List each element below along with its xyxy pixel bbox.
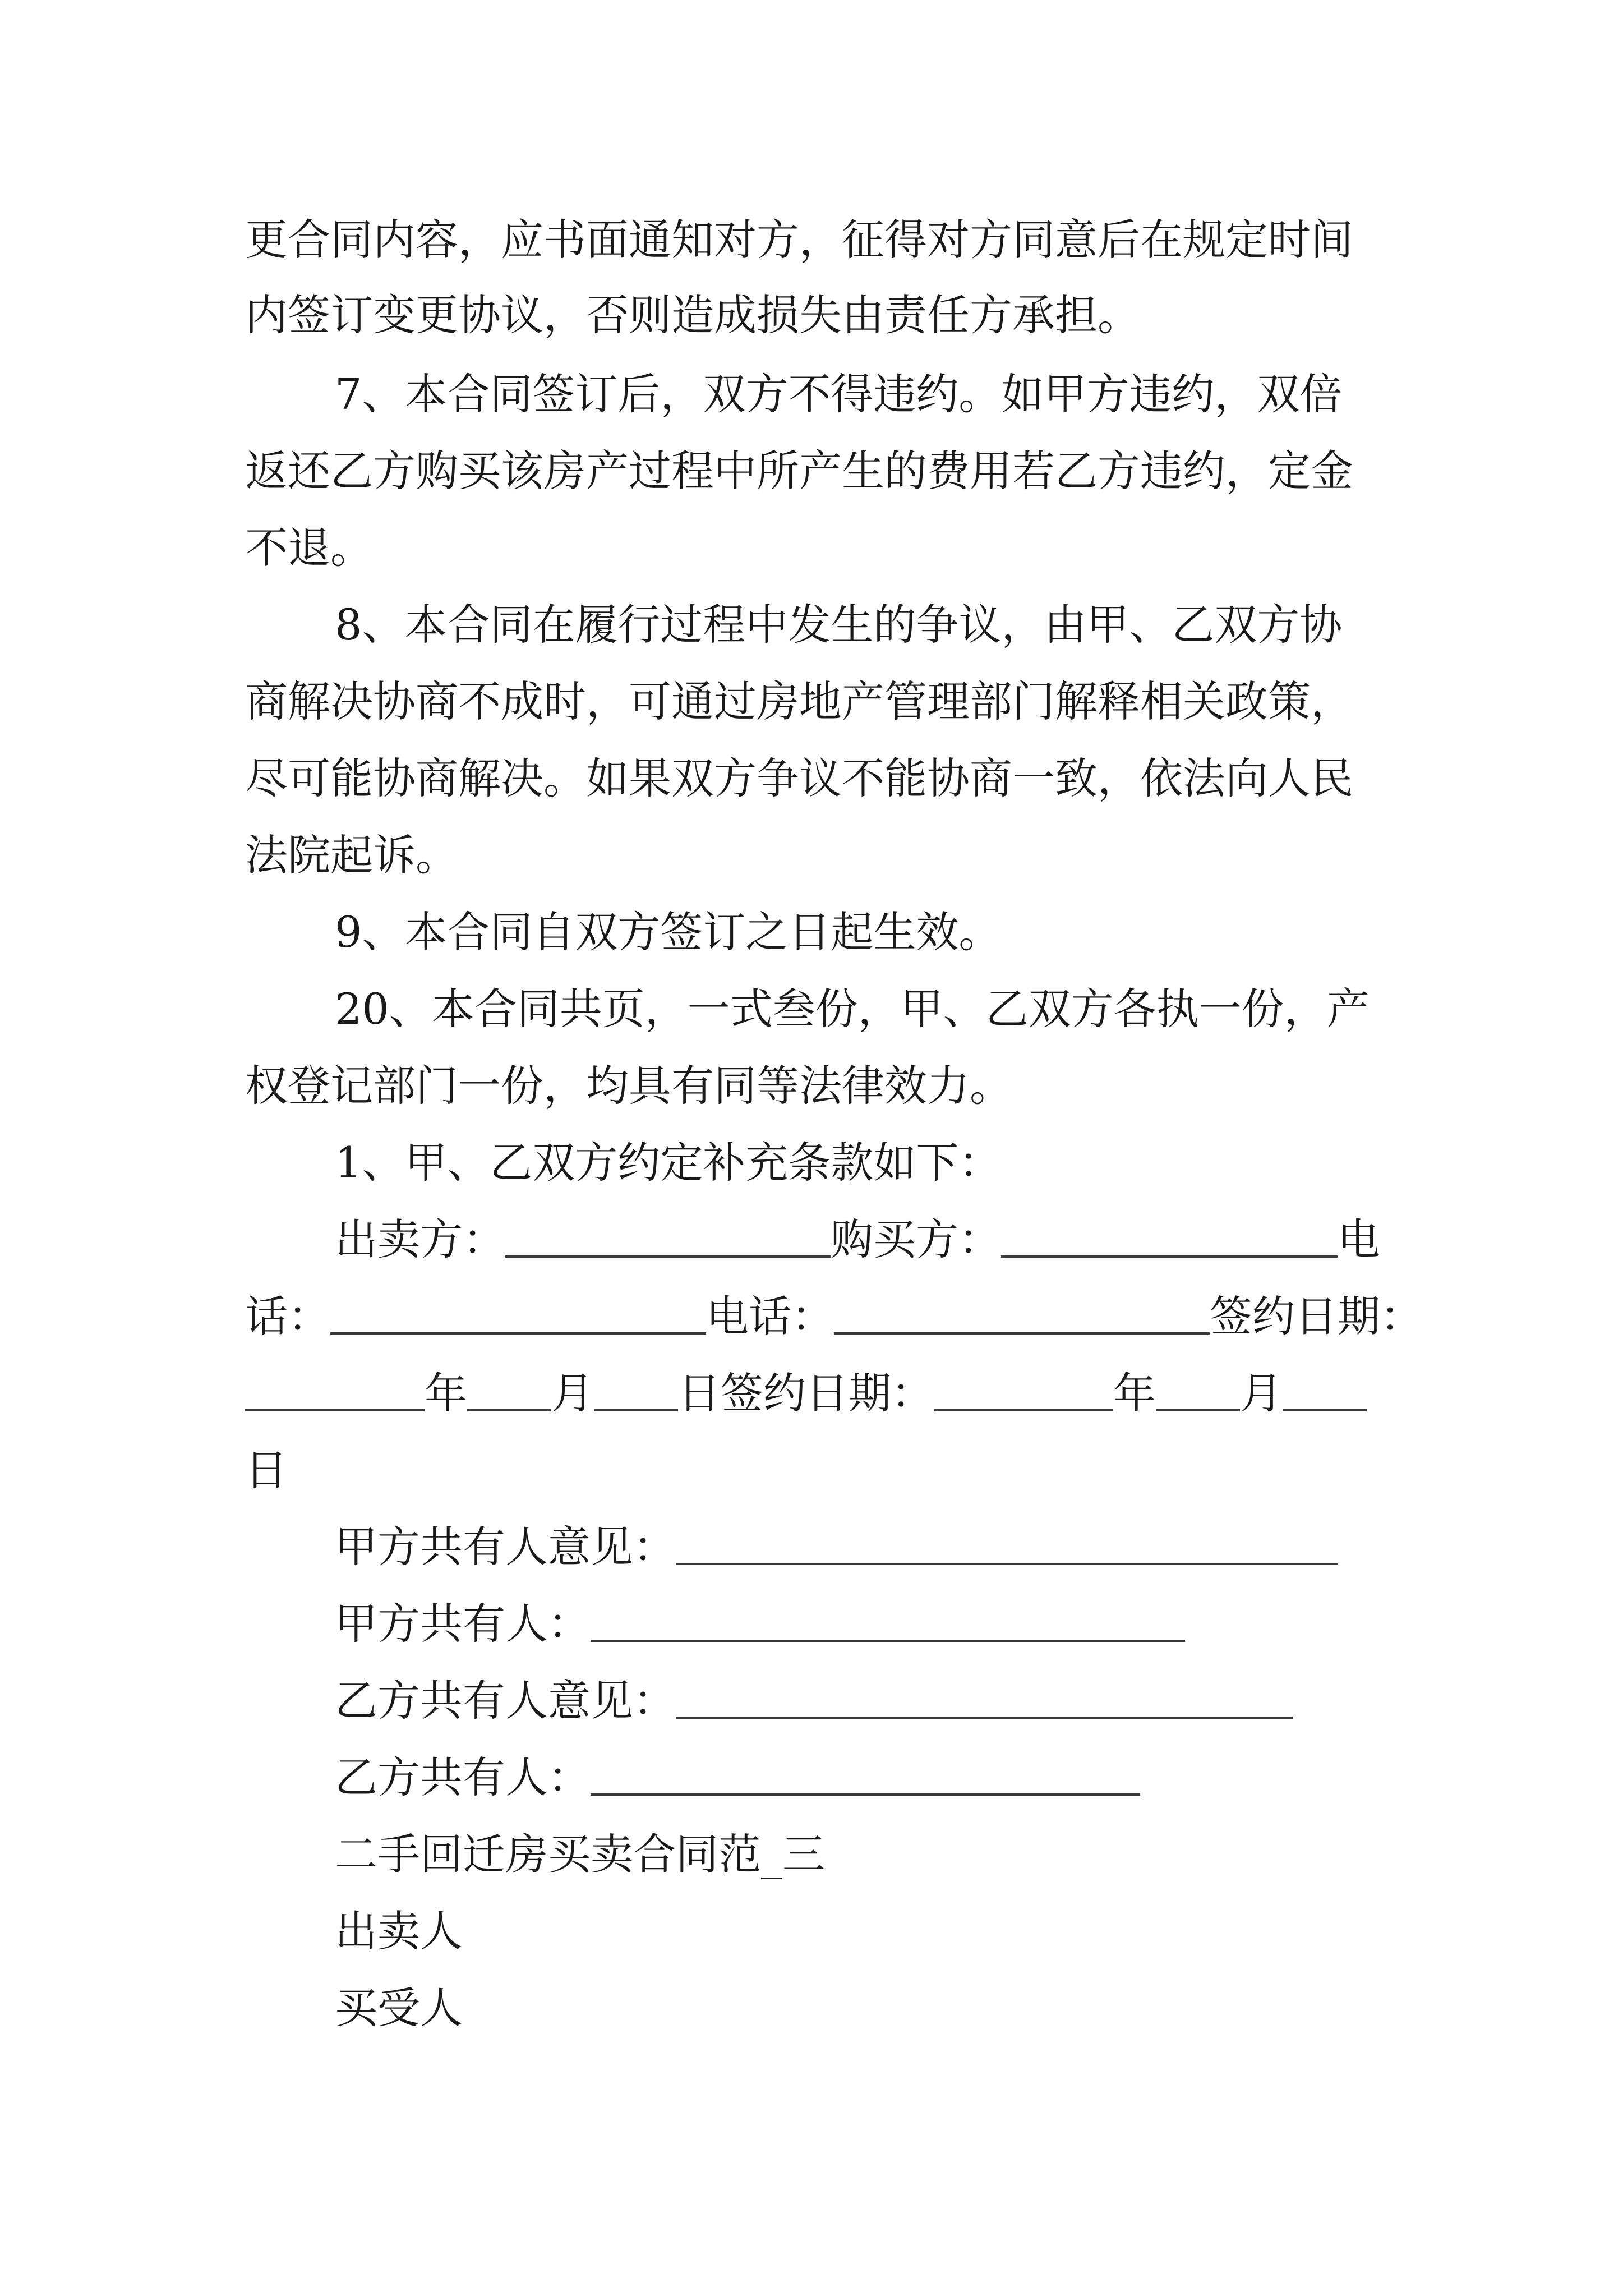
year-label-2: 年 bbox=[1113, 1368, 1156, 1418]
buyer-phone-label: 电话： bbox=[706, 1291, 834, 1341]
buyer-name-blank bbox=[1001, 1255, 1338, 1258]
p7-line-3: 不退。 bbox=[245, 523, 373, 573]
p8-line-3: 尽可能协商解决。如果双方争议不能协商一致，依法向人民 bbox=[245, 753, 1353, 803]
seller-day-blank bbox=[594, 1409, 678, 1411]
buyer-phone-blank bbox=[834, 1332, 1210, 1335]
signature-line-3 bbox=[245, 1365, 1367, 1421]
buyer-month-blank bbox=[1156, 1409, 1240, 1411]
seller-year-blank bbox=[245, 1409, 425, 1411]
buyer-day-blank bbox=[1283, 1409, 1367, 1411]
party-b-co-owner-label: 乙方共有人： bbox=[335, 1752, 591, 1802]
p20-line-1: 20、本合同共页，一式叁份，甲、乙双方各执一份，产 bbox=[335, 984, 1370, 1034]
buyer-label: 购买方： bbox=[831, 1214, 1001, 1264]
party-a-co-owner-opinion-blank bbox=[676, 1563, 1338, 1565]
signature-line-1 bbox=[335, 1212, 1380, 1268]
p9-line-1: 9、本合同自双方签订之日起生效。 bbox=[335, 907, 1002, 957]
p8-line-2: 商解决协商不成时，可通过房地产管理部门解释相关政策， bbox=[245, 677, 1353, 726]
next-section-title: 二手回迁房买卖合同范_三 bbox=[335, 1829, 825, 1879]
party-a-co-owner bbox=[335, 1596, 1185, 1652]
party-a-co-owner-opinion-label: 甲方共有人意见： bbox=[335, 1522, 676, 1572]
signature-line-4 bbox=[245, 1442, 288, 1498]
party-a-co-owner-label: 甲方共有人： bbox=[335, 1599, 591, 1649]
next-section-seller: 出卖人 bbox=[335, 1906, 463, 1956]
buyer-year-blank bbox=[934, 1409, 1113, 1411]
month-label: 月 bbox=[551, 1368, 594, 1418]
party-a-co-owner-blank bbox=[591, 1640, 1185, 1642]
p7-line-2: 返还乙方购买该房产过程中所产生的费用若乙方违约，定金 bbox=[245, 446, 1353, 496]
p8-line-1: 8、本合同在履行过程中发生的争议，由甲、乙双方协 bbox=[335, 600, 1343, 650]
party-b-co-owner-opinion-label: 乙方共有人意见： bbox=[335, 1676, 676, 1726]
seller-phone-blank bbox=[330, 1332, 706, 1335]
day-sign-date-label: 日签约日期： bbox=[678, 1368, 934, 1418]
party-b-co-owner-opinion bbox=[335, 1673, 1293, 1729]
party-b-co-owner-blank bbox=[591, 1793, 1140, 1796]
p8-line-4: 法院起诉。 bbox=[245, 830, 458, 880]
seller-month-blank bbox=[467, 1409, 551, 1411]
phone-label-first-char: 电 bbox=[1338, 1214, 1380, 1264]
p6-line-1: 更合同内容，应书面通知对方，征得对方同意后在规定时间 bbox=[245, 215, 1353, 265]
party-b-co-owner-opinion-blank bbox=[676, 1717, 1293, 1719]
party-a-co-owner-opinion bbox=[335, 1519, 1338, 1575]
p7-line-1: 7、本合同签订后，双方不得违约。如甲方违约，双倍 bbox=[335, 369, 1343, 419]
p6-line-2: 内签订变更协议，否则造成损失由责任方承担。 bbox=[245, 290, 1140, 340]
day-label: 日 bbox=[245, 1445, 288, 1495]
year-label: 年 bbox=[425, 1368, 467, 1418]
p20-line-2: 权登记部门一份，均具有同等法律效力。 bbox=[245, 1061, 1012, 1111]
seller-name-blank bbox=[505, 1255, 831, 1258]
month-label-2: 月 bbox=[1240, 1368, 1283, 1418]
phone-label-rest: 话： bbox=[245, 1291, 330, 1341]
next-section-buyer: 买受人 bbox=[335, 1983, 463, 2033]
p1-supplement-line: 1、甲、乙双方约定补充条款如下： bbox=[335, 1138, 1002, 1188]
seller-label: 出卖方： bbox=[335, 1214, 505, 1264]
signature-line-2 bbox=[245, 1289, 1423, 1345]
party-b-co-owner bbox=[335, 1750, 1140, 1806]
sign-date-label: 签约日期： bbox=[1210, 1291, 1423, 1341]
